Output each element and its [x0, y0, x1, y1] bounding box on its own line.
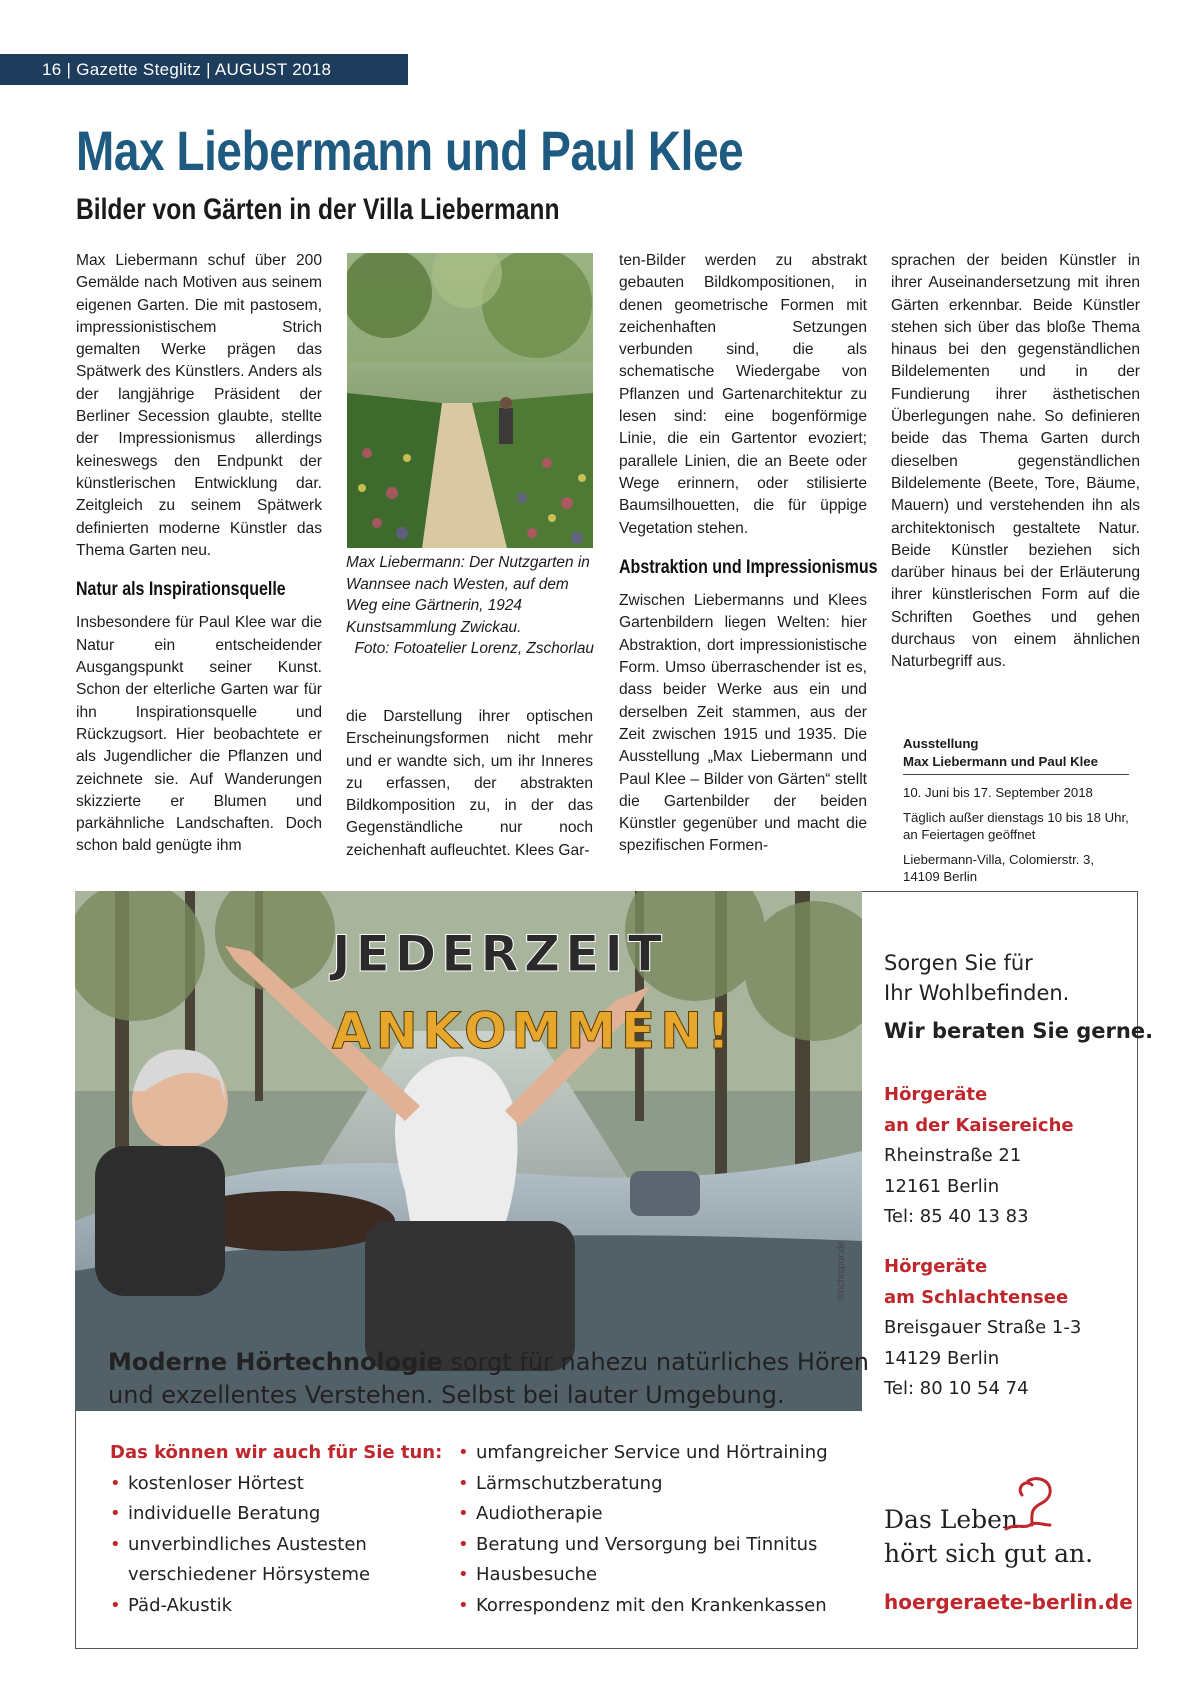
slogan-line-2: hört sich gut an.: [884, 1539, 1094, 1568]
list-item: • Päd-Akustik: [110, 1591, 442, 1622]
website-link[interactable]: hoergeraete-berlin.de: [884, 1590, 1133, 1614]
list-item: • kostenloser Hörtest: [110, 1469, 442, 1500]
exhibition-dates: 10. Juni bis 17. September 2018: [903, 785, 1093, 800]
bullet-icon: •: [458, 1533, 469, 1555]
exhibition-label: Ausstellung: [903, 736, 979, 751]
bullet-icon: •: [458, 1442, 469, 1463]
store-location: an der Kaisereiche: [884, 1114, 1074, 1136]
store-schlachtensee: [884, 1252, 1081, 1405]
store-phone: Tel: 80 10 54 74: [884, 1378, 1029, 1399]
services-right: [458, 1438, 828, 1621]
exhibition-info: [903, 735, 1129, 893]
photo-credit: Foto: Fotoatelier Lorenz, Zschorlau: [354, 640, 594, 658]
photo-copyright: ©richtspur.de: [836, 1240, 847, 1300]
bullet-icon: •: [110, 1472, 121, 1494]
store-name: Hörgeräte: [884, 1256, 988, 1277]
bullet-icon: •: [458, 1472, 469, 1494]
store-street: Rheinstraße 21: [884, 1145, 1022, 1166]
garden-painting: [347, 253, 593, 548]
list-item: • Hausbesuche: [458, 1560, 828, 1591]
painting-image: [347, 253, 593, 548]
store-kaisereiche: [884, 1080, 1074, 1233]
bullet-icon: •: [458, 1564, 469, 1585]
list-item: • individuelle Beratung: [110, 1499, 442, 1530]
services-heading: Das können wir auch für Sie tun:: [110, 1442, 443, 1463]
bullet-icon: •: [458, 1503, 469, 1524]
exhibition-address: Liebermann-Villa, Colomierstr. 3, 14109 Berlin: [903, 851, 1095, 884]
image-caption: [346, 552, 594, 660]
store-city: 14129 Berlin: [884, 1347, 1000, 1369]
list-item-continuation: verschiedener Hörsysteme: [128, 1564, 371, 1585]
intro-line-2: Ihr Wohlbefinden.: [884, 981, 1070, 1005]
list-item: • unverbindliches Austesten: [110, 1530, 442, 1561]
list-item: • umfangreicher Service und Hörtraining: [458, 1438, 828, 1469]
intro-line-1: Sorgen Sie für: [884, 951, 1033, 975]
page-header: 16 | Gazette Steglitz | AUGUST 2018: [42, 60, 332, 79]
paragraph: ten-Bilder werden zu abstrakt gebauten Bildkompositionen, in denen geometrische Formen mit zeichenhaften Setzungen verbunden sind, die als schematische Wiedergabe von Pflanzen und Gartenarchitektur zu lesen sind: eine bogenförmige Linie, die ein Gartentor evoziert; parallele Linien, die an Beete oder Wege erinnern, oder stilisierte Baumsilhouetten, die für üppige Vegetation stehen.: [619, 252, 867, 537]
article-title: Max Liebermann und Paul Klee: [76, 119, 744, 182]
ad-headline-1: JEDERZEIT: [332, 925, 668, 983]
ad-headline-2: ANKOMMEN!: [332, 1002, 735, 1060]
store-phone: Tel: 85 40 13 83: [884, 1206, 1029, 1227]
column-1: [76, 250, 322, 858]
divider: [903, 774, 1129, 775]
bullet-icon: •: [110, 1503, 121, 1524]
caption-text: Max Liebermann: Der Nutzgarten in Wannsee nach Westen, auf dem Weg eine Gärtnerin, 1924 Kunstsammlung Zwickau.: [346, 554, 590, 636]
bullet-icon: •: [110, 1594, 121, 1616]
paragraph: sprachen der beiden Künstler in ihrer Auseinandersetzung mit ihren Gärten erkennbar. Beide Künstler stehen sich über das bloße Thema hinaus bei den gegenständlichen Bildelementen und in der Fundierung ihrer ästhetischen Überlegungen nahe. So definieren beide das Thema Garten durch dieselben gegenständlichen Bildelemente (Beete, Tore, Bäume, Mauern) und verstehenden ihn als architektonisch gestaltete Natur. Beide Künstler beziehen sich darüber hinaus bei der Erläuterung ihrer künstlerischen Form auf die Schriften Goethes und gehen durchaus von einem ähnlichen Naturbegriff aus.: [891, 252, 1140, 671]
paragraph: die Darstellung ihrer optischen Erscheinungsformen nicht mehr und er wandte sich, um ihr Inneres zu erfassen, der abstrakten Bildkomposition zu, in der das Gegenständliche nur noch zeichenhaft aufleuchtet. Klees Gar-: [346, 708, 593, 859]
store-city: 12161 Berlin: [884, 1175, 1000, 1197]
tagline-line-2: und exzellentes Verstehen. Selbst bei lauter Umgebung.: [108, 1381, 785, 1409]
tagline-rest: sorgt für nahezu natürliches Hören: [442, 1348, 869, 1376]
tagline-bold: Moderne Hörtechnologie: [108, 1348, 443, 1376]
article-subtitle: Bilder von Gärten in der Villa Liebermann: [76, 193, 560, 226]
section-heading: Abstraktion und Impressionismus: [619, 555, 878, 578]
bullet-icon: •: [110, 1533, 121, 1555]
column-4: [891, 250, 1140, 674]
bullet-icon: •: [458, 1594, 469, 1616]
column-2: [346, 706, 593, 862]
exhibition-hours: Täglich außer dienstags 10 bis 18 Uhr, an Feiertagen geöffnet: [903, 809, 1129, 842]
slogan-line-1: Das Leben: [884, 1505, 1019, 1534]
store-name: Hörgeräte: [884, 1084, 988, 1105]
list-item: • Beratung und Versorgung bei Tinnitus: [458, 1530, 828, 1561]
list-item: • Korrespondenz mit den Krankenkassen: [458, 1591, 828, 1622]
column-3: [619, 250, 878, 858]
tree-ear-logo-icon: [998, 1473, 1062, 1537]
store-location: am Schlachtensee: [884, 1286, 1069, 1308]
paragraph: Zwischen Liebermanns und Klees Gartenbildern liegen Welten: hier Abstraktion, dort impressionistische Form. Umso überraschender ist es, dass beider Werke aus ein und derselben Zeit stammen, aus der Zeit zwischen 1915 und 1935. Die Ausstellung „Max Liebermann und Paul Klee – Bilder von Gärten“ stellt die Gartenbilder der beiden Künstler gegenüber und macht die spezifischen Formen-: [619, 592, 867, 855]
services-left: [110, 1438, 442, 1621]
list-item: • Lärmschutzberatung: [458, 1469, 828, 1500]
list-item: • Audiotherapie: [458, 1499, 828, 1530]
paragraph: Max Liebermann schuf über 200 Gemälde nach Motiven aus seinem eigenen Garten. Die mit pastosem, impressionistischem Strich gemalten Werke prägen das Spätwerk des Künstlers. Anders als der langjährige Präsident der Berliner Secession glaubte, stellte der Impressionismus allerdings keineswegs den Endpunkt der künstlerischen Entwicklung dar. Zeitgleich zu seinem Spätwerk definierten moderne Künstler das Thema Garten neu.: [76, 252, 322, 559]
ad-tagline: [108, 1346, 869, 1412]
exhibition-title: Max Liebermann und Paul Klee: [903, 753, 1098, 769]
store-street: Breisgauer Straße 1-3: [884, 1317, 1082, 1338]
ad-advice: Wir beraten Sie gerne.: [884, 1019, 1154, 1043]
ad-intro: [884, 948, 1069, 1008]
paragraph: Insbesondere für Paul Klee war die Natur ein entscheidender Ausgangspunkt seiner Kunst. Schon der elterliche Garten war für ihn Inspirationsquelle und Rückzugsort. Hier beobachtete er als Jugendlicher die Pflanzen und zeichnete sie. Auf Wanderungen skizzierte er Blumen und parkähnliche Landschaften. Doch schon bald genügte ihm: [76, 614, 322, 855]
section-heading: Natur als Inspirationsquelle: [76, 578, 286, 601]
